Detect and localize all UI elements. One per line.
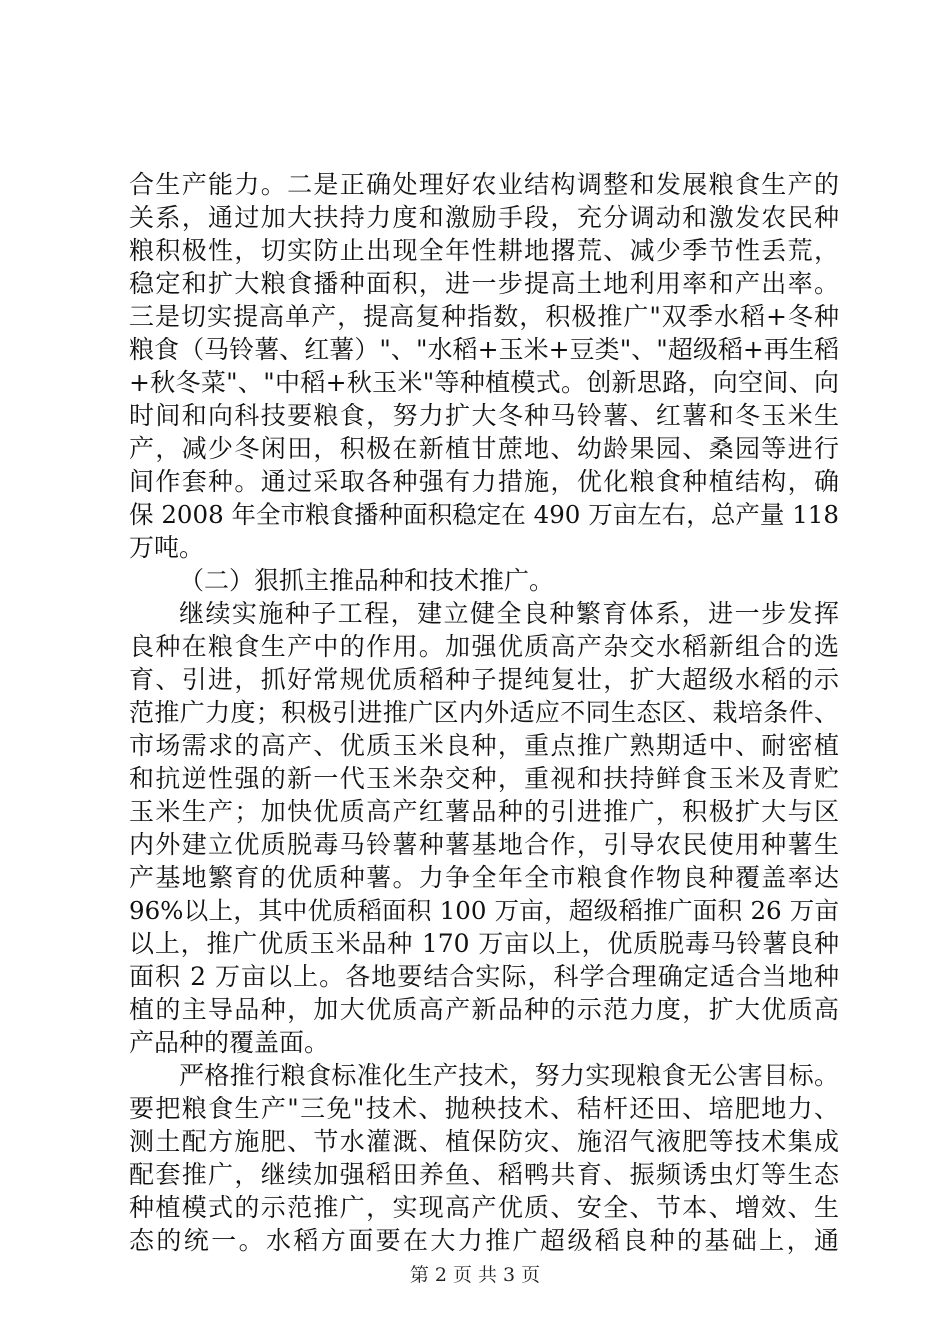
text-line: 植的主导品种，加大优质高产新品种的示范力度，扩大优质高 — [129, 995, 839, 1024]
text-line: 态的统一。水稻方面要在大力推广超级稻良种的基础上，通 — [129, 1226, 839, 1255]
text-line: 产基地繁育的优质种薯。力争全年全市粮食作物良种覆盖率达 — [129, 863, 839, 892]
text-line: 稳定和扩大粮食播种面积，进一步提高土地利用率和产出率。 — [129, 269, 839, 298]
text-line: 保 2008 年全市粮食播种面积稳定在 490 万亩左右，总产量 118 — [129, 500, 839, 529]
text-line: 配套推广，继续加强稻田养鱼、稻鸭共育、振频诱虫灯等生态 — [129, 1160, 839, 1189]
text-line: 严格推行粮食标准化生产技术，努力实现粮食无公害目标。 — [179, 1061, 839, 1090]
paragraph-2 — [129, 597, 839, 1059]
text-line: 面积 2 万亩以上。各地要结合实际，科学合理确定适合当地种 — [129, 962, 839, 991]
text-line: 继续实施种子工程，建立健全良种繁育体系，进一步发挥 — [179, 599, 839, 628]
paragraph-3 — [129, 1059, 839, 1257]
text-line: 良种在粮食生产中的作用。加强优质高产杂交水稻新组合的选 — [129, 632, 839, 661]
text-line: 粮食（马铃薯、红薯）"、"水稻+玉米+豆类"、"超级稻+再生稻 — [129, 335, 839, 364]
text-line: 测土配方施肥、节水灌溉、植保防灾、施沼气液肥等技术集成 — [129, 1127, 839, 1156]
text-line: 以上，推广优质玉米品种 170 万亩以上，优质脱毒马铃薯良种 — [129, 929, 839, 958]
text-line: 范推广力度；积极引进推广区内外适应不同生态区、栽培条件、 — [129, 698, 839, 727]
text-line: 内外建立优质脱毒马铃薯种薯基地合作，引导农民使用种薯生 — [129, 830, 839, 859]
text-line: +秋冬菜"、"中稻+秋玉米"等种植模式。创新思路，向空间、向 — [129, 368, 839, 397]
page-number-footer: 第 2 页 共 3 页 — [409, 1264, 541, 1286]
text-line: 市场需求的高产、优质玉米良种，重点推广熟期适中、耐密植 — [129, 731, 839, 760]
text-line: 合生产能力。二是正确处理好农业结构调整和发展粮食生产的 — [129, 170, 839, 199]
paragraph-1 — [129, 168, 839, 564]
text-line: 育、引进，抓好常规优质稻种子提纯复壮，扩大超级水稻的示 — [129, 665, 839, 694]
text-line: 间作套种。通过采取各种强有力措施，优化粮食种植结构，确 — [129, 467, 839, 496]
section-heading: （二）狠抓主推品种和技术推广。 — [179, 566, 555, 595]
document-body — [129, 168, 839, 1257]
text-line: 96%以上，其中优质稻面积 100 万亩，超级稻推广面积 26 万亩 — [129, 896, 839, 925]
text-line: 万吨。 — [129, 533, 205, 562]
text-line: 要把粮食生产"三免"技术、抛秧技术、秸杆还田、培肥地力、 — [129, 1094, 839, 1123]
text-line: 玉米生产；加快优质高产红薯品种的引进推广，积极扩大与区 — [129, 797, 839, 826]
text-line: 产，减少冬闲田，积极在新植甘蔗地、幼龄果园、桑园等进行 — [129, 434, 839, 463]
text-line: 产品种的覆盖面。 — [129, 1028, 330, 1057]
text-line: 三是切实提高单产，提高复种指数，积极推广"双季水稻+冬种 — [129, 302, 839, 331]
text-line: 种植模式的示范推广，实现高产优质、安全、节本、增效、生 — [129, 1193, 839, 1222]
text-line: 关系，通过加大扶持力度和激励手段，充分调动和激发农民种 — [129, 203, 839, 232]
text-line: 时间和向科技要粮食，努力扩大冬种马铃薯、红薯和冬玉米生 — [129, 401, 839, 430]
text-line: 和抗逆性强的新一代玉米杂交种，重视和扶持鲜食玉米及青贮 — [129, 764, 839, 793]
text-line: 粮积极性，切实防止出现全年性耕地撂荒、减少季节性丢荒， — [129, 236, 839, 265]
